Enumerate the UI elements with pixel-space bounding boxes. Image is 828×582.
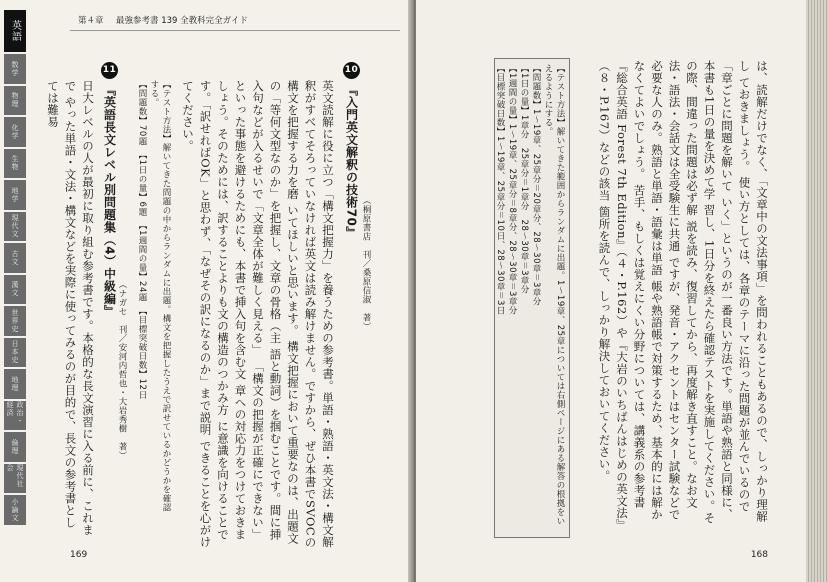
paragraph-line: ておきましょう。 bbox=[737, 76, 752, 173]
tab-biology[interactable]: 生物 bbox=[4, 149, 26, 179]
item-11-number: 11 bbox=[101, 62, 118, 79]
tab-classical-chinese[interactable]: 漢文 bbox=[4, 275, 26, 305]
item-10-body bbox=[176, 80, 336, 550]
tab-modern-japanese[interactable]: 現代文 bbox=[4, 212, 26, 242]
item-11-meta: （ナガセ 刊／安河内哲也・大岩秀樹 著） bbox=[117, 280, 127, 460]
paragraph-line: 構文把握において重要なのは、出題文の「等何文型なのか」を把握し、文章の骨格（主 bbox=[268, 80, 300, 545]
paragraph-line: いてほしいと思います。 bbox=[286, 204, 300, 337]
tab-essay[interactable]: 小論文 bbox=[4, 495, 26, 525]
header-rule bbox=[70, 30, 400, 31]
running-title: 最強参考書 139 全教科完全ガイド bbox=[116, 16, 248, 26]
right-page bbox=[416, 0, 828, 582]
tab-earth-science[interactable]: 地学 bbox=[4, 180, 26, 210]
paragraph-line: 苦手、もしくは覚えにくい分野については、講義系の参考書『総合英語 Forest 7th bbox=[615, 60, 647, 509]
page-number: 168 bbox=[750, 550, 768, 560]
paragraph-line: に意識を向けることです。「訳せればOK」と思わず、「なぜその訳になるのか」まで説明 bbox=[198, 80, 230, 541]
stats-line: 【目標突破日数】1〜19章、25章分＝10日、28〜30章＝3日 bbox=[495, 64, 505, 315]
paragraph-line: 語と動詞）を掴むことです。間に挿入句などが入るせいで「文章全体が難しく見える」 bbox=[251, 80, 283, 541]
stats-line: 【1日の量】1章分 25章分＝1章分 28〜30章＝3章分 bbox=[519, 64, 529, 295]
paragraph-line: 習し、1日分を終えたら確認テストを実施してください。その際、間違った問題は必ず解 bbox=[685, 60, 717, 524]
chapter-label: 第４章 bbox=[78, 16, 104, 26]
section-tabs bbox=[4, 10, 26, 527]
paragraph-line: いく」というのが一番良い方法です。単語や熟語と同様に、本書も1日の量を決めて学 bbox=[702, 60, 734, 521]
tab-contemporary-society[interactable]: 現代社会 bbox=[4, 464, 26, 494]
paragraph-line: 章への対応力をつけておきましょう。そのためには、訳することよりも文の構造のつかみ方 bbox=[216, 80, 248, 541]
item-11-body bbox=[46, 80, 96, 540]
tab-chemistry[interactable]: 化学 bbox=[4, 117, 26, 147]
paragraph-line: は、読解だけでなく、「文章中の文法事項」を問われることもあるので、しっかり理解し bbox=[737, 60, 769, 523]
page-number: 169 bbox=[70, 550, 88, 560]
stats-line: 【1週間の量】1〜19章、25章分＝8章分、28〜30章＝3章分 bbox=[507, 64, 517, 315]
page-edge bbox=[806, 0, 828, 582]
paragraph-line: Edition』（４・P.162）や『大岩のいちばんはじめの英文法』（８・P.167）などの該当 bbox=[597, 60, 629, 525]
stats-text: 【問題数】70題 【1日の量】6題 【1週間の量】24題 【目標突破日数】12日 bbox=[137, 80, 147, 400]
tab-english[interactable]: 英語 bbox=[4, 10, 26, 52]
paragraph-line: 説を読み、復習してから、再度解き直すこと。なお文法・語法・会話文は全受験生に共通 bbox=[667, 60, 699, 509]
item-10-number: 10 bbox=[343, 62, 360, 79]
tab-world-history[interactable]: 世界史 bbox=[4, 306, 26, 336]
item-10-title: 『入門英文解釈の技術70』 bbox=[344, 83, 359, 239]
tab-classical-japanese[interactable]: 古文 bbox=[4, 243, 26, 273]
right-test-method bbox=[495, 64, 566, 532]
tab-math[interactable]: 数学 bbox=[4, 54, 26, 84]
paragraph-line: 釈がすべてそろっていなければ英文は読み解けません。ですから、ぜひ本書でSVOCの構文を把握する力を磨 bbox=[286, 80, 318, 549]
paragraph-line: できることを心がけてください。 bbox=[181, 80, 213, 548]
test-method-text: 【テスト方法】解いてきた問題の中からランダムに出題。構文を把握したうえで訳せているかどうかを確認する。 bbox=[149, 80, 171, 512]
right-body bbox=[560, 60, 770, 530]
test-method-text: 【テスト方法】解いてきた範囲からランダムに出題。1〜19章、25章については右側ページにある解答の根拠をいえるようにする。 bbox=[543, 64, 565, 526]
tab-politics-economics[interactable]: 政治・経済 bbox=[4, 401, 26, 431]
paragraph-line: やった単語・文法・構文などを実際に使ってみるのが目的で、長文の参考書としては難易 bbox=[46, 80, 78, 529]
paragraph-line: 英文読解に役に立つ「構文把握力」を養うための参考書。単語・熟語・英文法・構文解 bbox=[321, 80, 335, 548]
paragraph-line: 箇所を読んで、しっかり解決しておいてください。 bbox=[597, 205, 612, 482]
item-11-title: 『英語長文レベル別問題集（4）中級編』 bbox=[102, 83, 117, 318]
item-10-test-method bbox=[137, 80, 172, 520]
paragraph-line: ですが、発音・アクセントはセンター試験などで必要な人のみ。熟語と単語・語彙は単語 bbox=[650, 60, 682, 521]
tab-geography[interactable]: 地理 bbox=[4, 369, 26, 399]
paragraph-line: 日大レベルの人が最初に取り組む参考書です。本格的な長文演習に入る前に、これまで bbox=[63, 80, 95, 536]
left-page bbox=[0, 0, 412, 582]
paragraph-line: 帳や熟語帳で対策するため、基本的には解かなくてよいでしょう。 bbox=[632, 60, 664, 521]
tab-japanese-history[interactable]: 日本史 bbox=[4, 338, 26, 368]
item-10-heading bbox=[342, 62, 360, 552]
item-10-meta: （桐原書店 刊／桑原信淑 著） bbox=[361, 196, 371, 331]
tab-physics[interactable]: 物理 bbox=[4, 86, 26, 116]
paragraph-line: 「構文の把握が正確にできない」といった事態を避けるためにも、本書で挿入句を含む文 bbox=[233, 80, 265, 541]
tab-ethics[interactable]: 倫理 bbox=[4, 432, 26, 462]
stats-line: 【問題数】1〜19章、25章分＝20章分、28〜30章＝3章分 bbox=[531, 64, 541, 306]
paragraph-line: 使い方としては、各章のテーマに沿った問題が並んでいるので「章ごとに問題を解いて bbox=[720, 60, 752, 513]
